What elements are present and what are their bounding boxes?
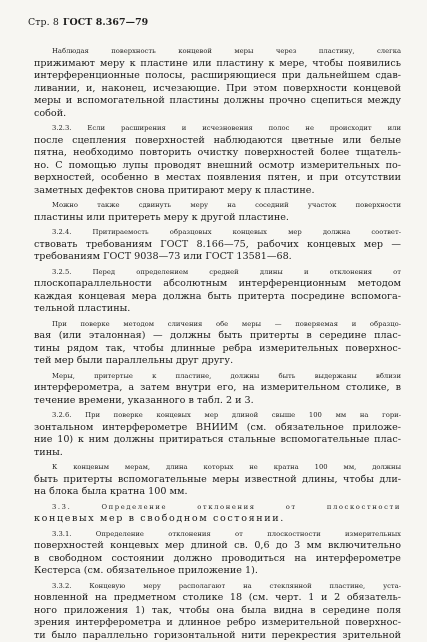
- text-line: на блока была кратна 100 мм.: [34, 486, 401, 499]
- text-line: но. С помощью лупы проводят внешний осмотр измерительных по-: [34, 160, 401, 173]
- text-line: При поверке методом сличения обе меры — поверяемая и образцо-: [34, 318, 401, 331]
- text-line: в свободном состоянии должно проводиться на интерферометре: [34, 553, 401, 566]
- text-line: вая (или эталонная) — должны быть притерты в середине плас-: [34, 330, 401, 343]
- body-text: [34, 45, 401, 642]
- standard-number: ГОСТ 8.367—79: [63, 17, 148, 28]
- text-line: 3.3.2. Концевую меру располагают на стеклянной пластине, уста-: [34, 580, 401, 593]
- text-line: зрения интерферометра и длинное ребро измерительной поверхнос-: [34, 617, 401, 630]
- text-line: интерферометра, а затем внутри его, на измерительном столике, в: [34, 382, 401, 395]
- text-line: собой.: [34, 108, 401, 121]
- text-line: Наблюдая поверхность концевой меры через пластину, слегка: [34, 45, 401, 58]
- text-line: заметных дефектов снова притирают меру к пластине.: [34, 185, 401, 198]
- text-line: ливании, и, наконец, исчезающие. При этом поверхности концевой: [34, 83, 401, 96]
- text-line: К концевым мерам, длина которых не кратна 100 мм, должны: [34, 461, 401, 474]
- text-line: концевых мер в свободном состоянии.: [34, 513, 401, 526]
- text-line: Кестерса (см. обязательное приложение 1).: [34, 565, 401, 578]
- text-line: прижимают меру к пластине или пластину к мере, чтобы появились: [34, 58, 401, 71]
- text-line: тельной пластины.: [34, 303, 401, 316]
- text-line: 3.2.6. При поверке концевых мер длиной свыше 100 мм на гори-: [34, 409, 401, 422]
- text-line: пятна, необходимо повторить очистку поверхностей более тщатель-: [34, 147, 401, 160]
- text-line: ние 10) к ним должны притираться стальные вспомогательные плас-: [34, 434, 401, 447]
- page-header: [28, 17, 148, 28]
- text-line: каждая концевая мера должна быть притерта посредине вспомога-: [34, 291, 401, 304]
- text-line: 3.3. Определение отклонения от плоскостности: [34, 501, 401, 514]
- text-line: меры и вспомогательной пластины должны прочно сцепиться между: [34, 95, 401, 108]
- text-line: новленной на предметном столике 18 (см. черт. 1 и 2 обязатель-: [34, 592, 401, 605]
- text-line: быть притерты вспомогательные меры известной длины, чтобы дли-: [34, 474, 401, 487]
- text-line: верхностей, особенно в местах появления пятен, и при отсутствии: [34, 172, 401, 185]
- page-number: Стр. 8: [28, 17, 59, 28]
- text-line: пластины или притереть меру к другой пластине.: [34, 212, 401, 225]
- text-line: течение времени, указанного в табл. 2 и 3.: [34, 395, 401, 408]
- text-line: требованиям ГОСТ 9038—73 или ГОСТ 13581—68.: [34, 251, 401, 264]
- text-line: Можно также сдвинуть меру на соседний участок поверхности: [34, 199, 401, 212]
- text-line: зонтальном интерферометре ВНИИМ (см. обязательное приложе-: [34, 422, 401, 435]
- text-line: 3.2.5. Перед определением средней длины и отклонения от: [34, 266, 401, 279]
- text-line: ти было параллельно горизонтальной нити перекрестия зрительной: [34, 630, 401, 642]
- text-line: ного приложения 1) так, чтобы она была видна в середине поля: [34, 605, 401, 618]
- text-line: тей мер были параллельны друг другу.: [34, 355, 401, 368]
- text-line: тины рядом так, чтобы длинные ребра измерительных поверхнос-: [34, 343, 401, 356]
- text-line: плоскопараллельности абсолютным интерференционным методом: [34, 278, 401, 291]
- text-line: 3.2.4. Притираемость образцовых концевых мер должна соответ-: [34, 226, 401, 239]
- text-line: интерференционные полосы, расширяющиеся при дальнейшем сдав-: [34, 70, 401, 83]
- text-line: Меры, притертые к пластине, должны быть выдержаны вблизи: [34, 370, 401, 383]
- text-line: поверхностей концевых мер длиной св. 0,6 до 3 мм включительно: [34, 540, 401, 553]
- text-line: ствовать требованиям ГОСТ 8.166—75, рабочих концевых мер —: [34, 239, 401, 252]
- text-line: 3.3.1. Определение отклонения от плоскостности измерительных: [34, 528, 401, 541]
- text-line: тины.: [34, 447, 401, 460]
- text-line: 3.2.3. Если расширения и исчезновения полос не происходит или: [34, 122, 401, 135]
- text-line: после сцепления поверхностей наблюдаются цветные или белые: [34, 135, 401, 148]
